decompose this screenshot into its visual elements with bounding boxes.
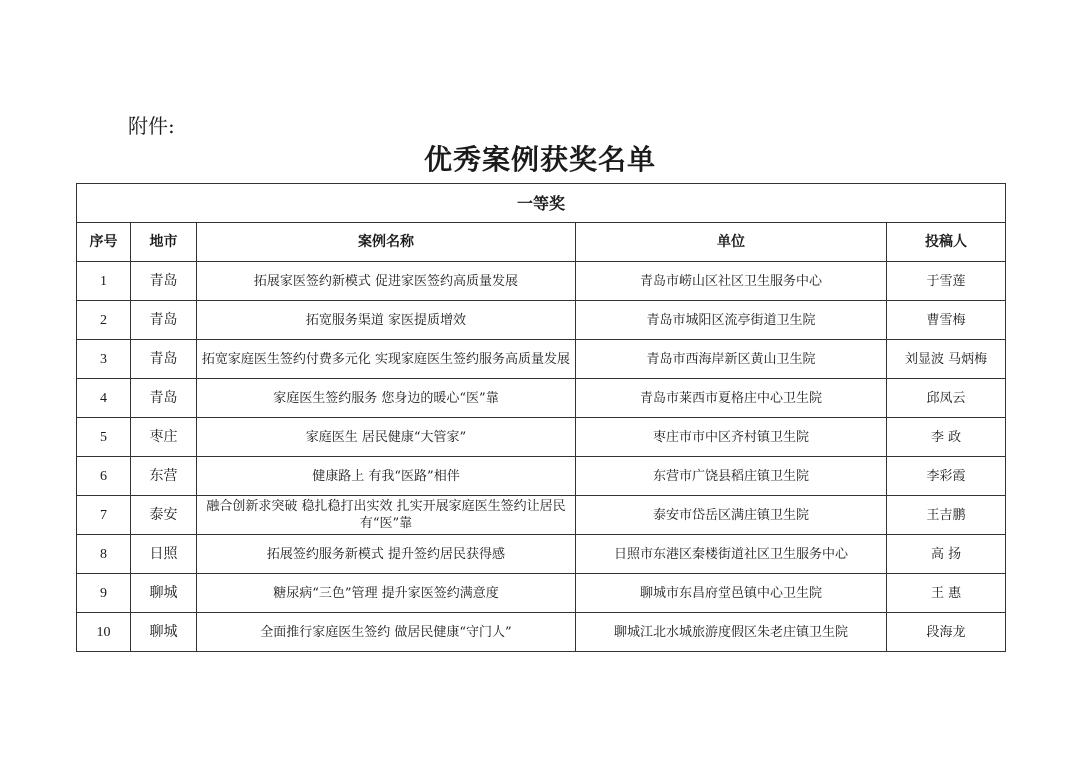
cell-index: 2 <box>77 301 131 340</box>
cell-submitter: 曹雪梅 <box>887 301 1006 340</box>
award-table <box>76 183 1006 652</box>
table-row <box>77 379 1006 418</box>
header-unit: 单位 <box>576 223 887 262</box>
prize-level-row <box>77 184 1006 223</box>
cell-unit: 青岛市西海岸新区黄山卫生院 <box>576 340 887 379</box>
cell-case-name: 健康路上 有我“医路”相伴 <box>197 457 576 496</box>
cell-unit: 泰安市岱岳区满庄镇卫生院 <box>576 496 887 535</box>
header-index: 序号 <box>77 223 131 262</box>
cell-case-name: 拓展家医签约新模式 促进家医签约高质量发展 <box>197 262 576 301</box>
cell-index: 1 <box>77 262 131 301</box>
table-row <box>77 301 1006 340</box>
cell-unit: 青岛市莱西市夏格庄中心卫生院 <box>576 379 887 418</box>
cell-submitter: 王 惠 <box>887 574 1006 613</box>
cell-case-name: 拓宽服务渠道 家医提质增效 <box>197 301 576 340</box>
header-case-name: 案例名称 <box>197 223 576 262</box>
cell-unit: 东营市广饶县稻庄镇卫生院 <box>576 457 887 496</box>
cell-submitter: 李 政 <box>887 418 1006 457</box>
cell-city: 聊城 <box>131 574 197 613</box>
table-row <box>77 496 1006 535</box>
table-row <box>77 535 1006 574</box>
table-row <box>77 340 1006 379</box>
header-submitter: 投稿人 <box>887 223 1006 262</box>
document-title: 优秀案例获奖名单 <box>423 143 656 176</box>
cell-case-name: 拓宽家庭医生签约付费多元化 实现家庭医生签约服务高质量发展 <box>197 340 576 379</box>
cell-index: 3 <box>77 340 131 379</box>
table-row <box>77 457 1006 496</box>
cell-index: 7 <box>77 496 131 535</box>
cell-case-name: 家庭医生签约服务 您身边的暖心“医”靠 <box>197 379 576 418</box>
cell-city: 泰安 <box>131 496 197 535</box>
cell-submitter: 李彩霞 <box>887 457 1006 496</box>
cell-case-name: 糖尿病“三色”管理 提升家医签约满意度 <box>197 574 576 613</box>
cell-submitter: 刘显波 马炳梅 <box>887 340 1006 379</box>
cell-city: 聊城 <box>131 613 197 652</box>
cell-city: 东营 <box>131 457 197 496</box>
cell-submitter: 于雪莲 <box>887 262 1006 301</box>
cell-unit: 青岛市崂山区社区卫生服务中心 <box>576 262 887 301</box>
table-row <box>77 613 1006 652</box>
cell-case-name: 全面推行家庭医生签约 做居民健康“守门人” <box>197 613 576 652</box>
cell-case-name: 拓展签约服务新模式 提升签约居民获得感 <box>197 535 576 574</box>
attachment-label: 附件: <box>128 114 175 138</box>
cell-submitter: 高 扬 <box>887 535 1006 574</box>
cell-city: 青岛 <box>131 340 197 379</box>
cell-case-name: 家庭医生 居民健康“大管家” <box>197 418 576 457</box>
cell-city: 青岛 <box>131 379 197 418</box>
cell-index: 4 <box>77 379 131 418</box>
cell-submitter: 王吉鹏 <box>887 496 1006 535</box>
header-city: 地市 <box>131 223 197 262</box>
cell-index: 9 <box>77 574 131 613</box>
cell-index: 5 <box>77 418 131 457</box>
table-row <box>77 262 1006 301</box>
cell-city: 日照 <box>131 535 197 574</box>
cell-index: 10 <box>77 613 131 652</box>
table-header-row <box>77 223 1006 262</box>
cell-city: 青岛 <box>131 301 197 340</box>
cell-unit: 聊城市东昌府堂邑镇中心卫生院 <box>576 574 887 613</box>
prize-level: 一等奖 <box>77 184 1006 223</box>
table-row <box>77 418 1006 457</box>
cell-unit: 日照市东港区秦楼街道社区卫生服务中心 <box>576 535 887 574</box>
cell-submitter: 邱凤云 <box>887 379 1006 418</box>
cell-submitter: 段海龙 <box>887 613 1006 652</box>
cell-index: 8 <box>77 535 131 574</box>
cell-unit: 聊城江北水城旅游度假区朱老庄镇卫生院 <box>576 613 887 652</box>
cell-index: 6 <box>77 457 131 496</box>
cell-unit: 枣庄市市中区齐村镇卫生院 <box>576 418 887 457</box>
cell-city: 青岛 <box>131 262 197 301</box>
cell-unit: 青岛市城阳区流亭街道卫生院 <box>576 301 887 340</box>
cell-city: 枣庄 <box>131 418 197 457</box>
cell-case-name: 融合创新求突破 稳扎稳打出实效 扎实开展家庭医生签约让居民有“医”靠 <box>197 496 576 535</box>
table-row <box>77 574 1006 613</box>
